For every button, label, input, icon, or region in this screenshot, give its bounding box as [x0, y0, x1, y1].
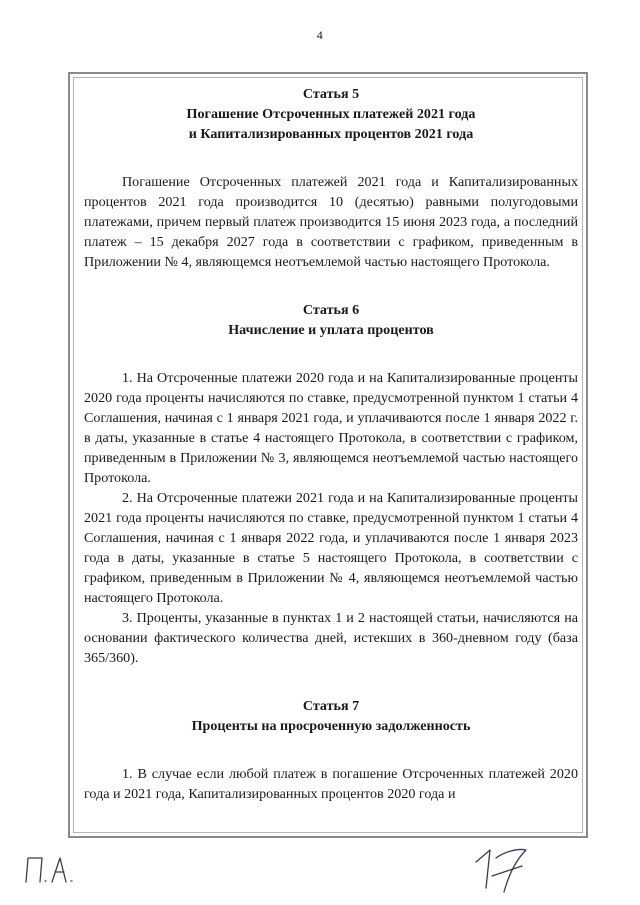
article-7-subtitle: Проценты на просроченную задолженность	[191, 718, 471, 734]
article-5-subtitle-line-1: Погашение Отсроченных платежей 2021 года	[186, 106, 476, 122]
article-7-title: Статья 7	[302, 698, 360, 714]
document-body	[84, 84, 578, 804]
article-6-item-2: 2. На Отсроченные платежи 2021 года и на Капитализированные проценты 2021 года проценты начисляются по ставке, предусмотренной пунктом 1 статьи 4 Соглашения, начиная с 1 января 2022 года, и уплачиваются после 1 января 2023 года в даты, указанные в статье 5 настоящего Протокола, в соответствии с графиком, приведенным в Приложении № 4, являющемся неотъемлемой частью настоящего Протокола.	[84, 490, 578, 606]
article-7-item-1: 1. В случае если любой платеж в погашение Отсроченных платежей 2020 года и 2021 года, Капитализированных процентов 2020 года и	[84, 766, 578, 802]
article-5-paragraph: Погашение Отсроченных платежей 2021 года и Капитализированных процентов 2021 года производится 10 (десятью) равными полугодовыми платежами, причем первый платеж производится 15 июня 2023 года, а последний платеж – 15 декабря 2027 года в соответствии с графиком, приведенным в Приложении № 4, являющемся неотъемлемой частью настоящего Протокола.	[84, 174, 578, 270]
article-5-title: Статья 5	[302, 86, 360, 102]
article-5-subtitle-line-2: и Капитализированных процентов 2021 года	[188, 126, 474, 142]
handwritten-mark	[470, 836, 540, 900]
article-6-title: Статья 6	[302, 302, 360, 318]
article-6-subtitle: Начисление и уплата процентов	[228, 322, 434, 338]
handwritten-initials	[22, 850, 92, 890]
article-6-item-3: 3. Проценты, указанные в пунктах 1 и 2 настоящей статьи, начисляются на основании фактического количества дней, истекших в 360-дневном году (база 365/360).	[84, 610, 578, 666]
article-6-item-1: 1. На Отсроченные платежи 2020 года и на Капитализированные проценты 2020 года проценты начисляются по ставке, предусмотренной пунктом 1 статьи 4 Соглашения, начиная с 1 января 2021 года, и уплачиваются после 1 января 2022 г. в даты, указанные в статье 4 настоящего Протокола, в соответствии с графиком, приведенным в Приложении № 3, являющемся неотъемлемой частью настоящего Протокола.	[84, 370, 578, 486]
page-number: 4	[316, 28, 324, 42]
